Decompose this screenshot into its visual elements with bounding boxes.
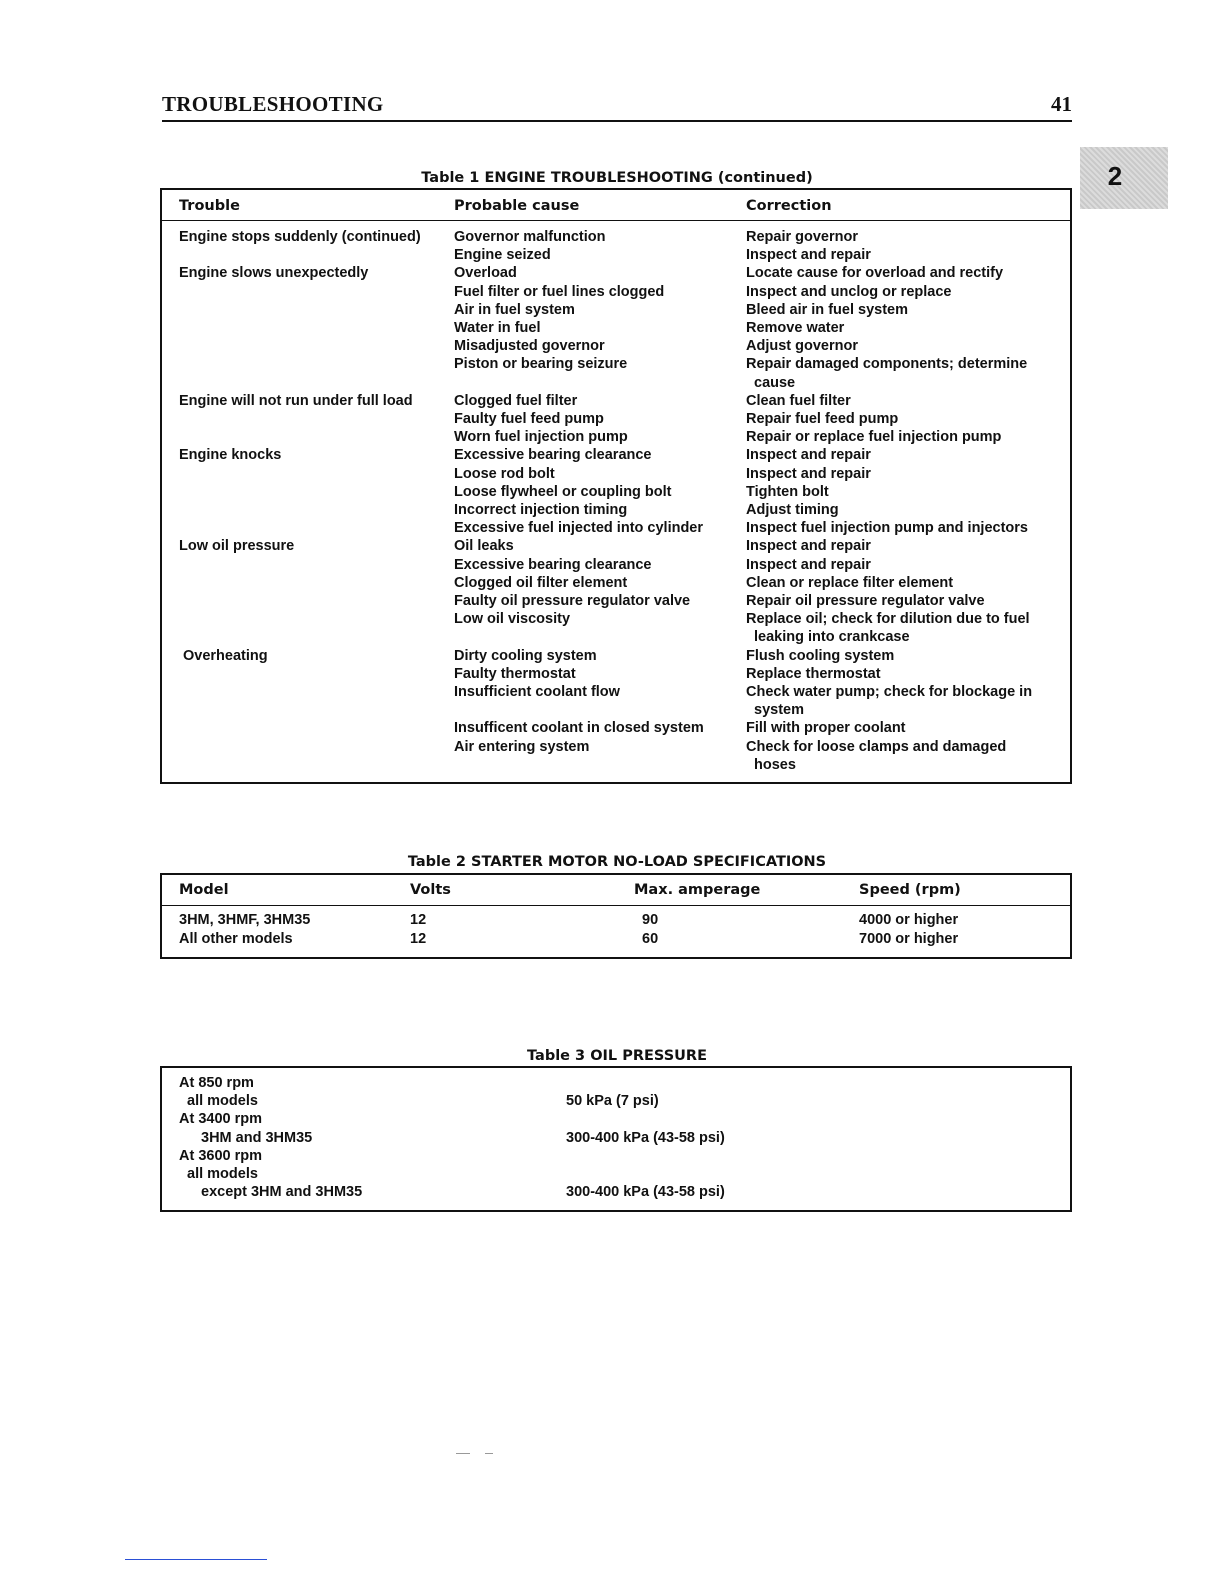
chapter-tab-number: 2: [1107, 161, 1123, 191]
table1-cause-cell: Faulty fuel feed pump: [454, 411, 604, 427]
table1-cause-cell: Excessive bearing clearance: [454, 447, 652, 464]
table1-correction-cell: Tighten bolt: [746, 483, 829, 500]
table1-trouble-cell: Engine slows unexpectedly: [179, 265, 369, 282]
table1-cause-cell: Misadjusted governor: [454, 338, 605, 355]
table1-correction-cell: Flush cooling system: [746, 647, 895, 664]
table3-caption: Table 3 OIL PRESSURE: [527, 1048, 707, 1064]
table1-correction-cell: Inspect and repair: [746, 465, 871, 482]
table1-correction-cell: Bleed air in fuel system: [746, 301, 908, 318]
table3-oil-pressure: [160, 1066, 1072, 1212]
table1-correction-cell: Inspect and repair: [746, 247, 871, 264]
table1-cause-cell: Worn fuel injection pump: [454, 429, 628, 446]
table2-volts-cell: 12: [410, 912, 427, 928]
table2-amperage-cell: 60: [642, 930, 659, 947]
table2-header-amperage: Max. amperage: [634, 882, 761, 898]
table3-label-cell: 3HM and 3HM35: [201, 1129, 313, 1146]
table1-trouble-cell: Low oil pressure: [179, 538, 295, 555]
table1-cause-cell: Loose flywheel or coupling bolt: [454, 483, 672, 500]
table3-label-cell: At 850 rpm: [179, 1075, 254, 1091]
table1-cause-cell: Excessive fuel injected into cylinder: [454, 520, 704, 537]
table1-cause-cell: Excessive bearing clearance: [454, 556, 652, 573]
page-number: 41: [1051, 92, 1072, 116]
table1-cause-cell: Air in fuel system: [454, 301, 575, 318]
table1-cause-cell: Insufficient coolant flow: [454, 684, 620, 700]
table1-cause-cell: Dirty cooling system: [454, 647, 597, 664]
table3-label-cell: At 3600 rpm: [179, 1147, 263, 1164]
table1-header-cause: Probable cause: [454, 198, 580, 214]
table3-value-cell: 50 kPa (7 psi): [566, 1093, 659, 1110]
table2-speed-cell: 4000 or higher: [859, 912, 959, 928]
table1-correction-cell: Repair fuel feed pump: [746, 411, 899, 427]
table1-correction-cell: cause: [754, 374, 796, 391]
table1-correction-cell: Repair or replace fuel injection pump: [746, 429, 1002, 446]
table2-header-model: Model: [179, 882, 229, 898]
section-title: TROUBLESHOOTING: [162, 92, 384, 116]
table3-value-cell: 300-400 kPa (43-58 psi): [566, 1129, 725, 1146]
table2-model-cell: All other models: [179, 930, 293, 947]
table1-cause-cell: Low oil viscosity: [454, 611, 571, 628]
table1-cause-cell: Overload: [454, 265, 517, 282]
table1-correction-cell: Fill with proper coolant: [746, 720, 906, 737]
table1-cause-cell: Clogged fuel filter: [454, 392, 578, 409]
table1-correction-cell: Remove water: [746, 320, 845, 336]
table1-cause-cell: Faulty thermostat: [454, 665, 576, 682]
table1-correction-cell: Inspect and repair: [746, 447, 871, 464]
table1-correction-cell: Clean or replace filter element: [746, 574, 954, 591]
table1-correction-cell: Inspect and unclog or replace: [746, 283, 952, 300]
table1-correction-cell: Adjust governor: [746, 338, 858, 355]
table1-trouble-cell: Engine will not run under full load: [179, 392, 413, 409]
chapter-tab: [1080, 147, 1168, 209]
table1-cause-cell: Incorrect injection timing: [454, 502, 628, 518]
table1-header-rule: [162, 220, 1070, 221]
table1-correction-cell: hoses: [754, 756, 796, 773]
table2-header-rule: [162, 905, 1070, 906]
table1-correction-cell: Inspect fuel injection pump and injectors: [746, 520, 1028, 537]
table3-value-cell: 300-400 kPa (43-58 psi): [566, 1184, 725, 1201]
table2-model-cell: 3HM, 3HMF, 3HM35: [179, 912, 311, 928]
table1-cause-cell: Faulty oil pressure regulator valve: [454, 593, 691, 609]
table1-cause-cell: Air entering system: [454, 738, 590, 755]
table3-label-cell: except 3HM and 3HM35: [201, 1184, 363, 1201]
table1-correction-cell: Check water pump; check for blockage in: [746, 684, 1033, 700]
table1-header-correction: Correction: [746, 198, 832, 214]
table1-correction-cell: Check for loose clamps and damaged: [746, 738, 1007, 755]
table1-correction-cell: Repair damaged components; determine: [746, 356, 1028, 373]
scan-mark: [456, 1453, 470, 1454]
table1-cause-cell: Fuel filter or fuel lines clogged: [454, 283, 665, 300]
table1-correction-cell: Adjust timing: [746, 502, 839, 518]
table1-correction-cell: Repair governor: [746, 229, 858, 245]
page-header: [162, 92, 1072, 122]
table1-correction-cell: Replace oil; check for dilution due to fuel: [746, 611, 1030, 628]
table1-cause-cell: Clogged oil filter element: [454, 574, 628, 591]
table2-header-volts: Volts: [410, 882, 451, 898]
table1-engine-troubleshooting: [160, 188, 1072, 784]
table3-label-cell: all models: [187, 1166, 258, 1182]
table1-cause-cell: Loose rod bolt: [454, 465, 555, 482]
table1-trouble-cell: Overheating: [183, 647, 268, 664]
table1-correction-cell: system: [754, 702, 804, 719]
table1-caption: Table 1 ENGINE TROUBLESHOOTING (continued): [421, 170, 813, 186]
table1-correction-cell: leaking into crankcase: [754, 629, 910, 646]
table1-correction-cell: Locate cause for overload and rectify: [746, 265, 1004, 282]
table1-cause-cell: Insufficent coolant in closed system: [454, 720, 704, 737]
table1-cause-cell: Water in fuel: [454, 320, 541, 336]
table1-header-trouble: Trouble: [179, 198, 240, 214]
table1-correction-cell: Repair oil pressure regulator valve: [746, 593, 985, 609]
table3-label-cell: all models: [187, 1093, 258, 1110]
table1-correction-cell: Inspect and repair: [746, 556, 871, 573]
table1-cause-cell: Piston or bearing seizure: [454, 356, 628, 373]
table3-label-cell: At 3400 rpm: [179, 1111, 263, 1128]
table2-caption: Table 2 STARTER MOTOR NO-LOAD SPECIFICATIONS: [407, 854, 827, 870]
table2-starter-specs: [160, 873, 1072, 959]
table2-amperage-cell: 90: [642, 912, 659, 928]
table1-trouble-cell: Engine stops suddenly (continued): [179, 229, 421, 245]
table2-speed-cell: 7000 or higher: [859, 930, 959, 947]
table1-trouble-cell: Engine knocks: [179, 447, 282, 464]
table1-correction-cell: Clean fuel filter: [746, 392, 851, 409]
table1-cause-cell: Governor malfunction: [454, 229, 606, 245]
scan-mark: [485, 1453, 493, 1454]
table1-cause-cell: Oil leaks: [454, 538, 514, 555]
footer-rule: [125, 1559, 267, 1560]
table1-correction-cell: Replace thermostat: [746, 665, 881, 682]
table1-cause-cell: Engine seized: [454, 247, 551, 264]
table1-correction-cell: Inspect and repair: [746, 538, 871, 555]
table2-volts-cell: 12: [410, 930, 427, 947]
table2-header-speed: Speed (rpm): [859, 882, 961, 898]
